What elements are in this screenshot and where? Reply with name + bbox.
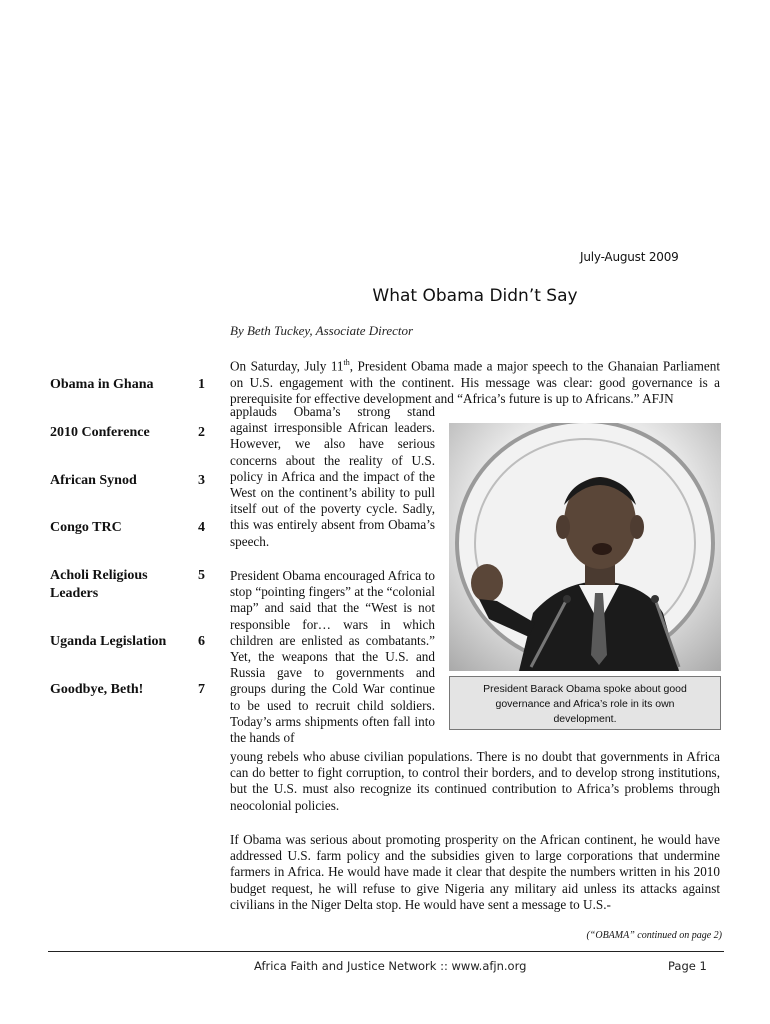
obama-photo-illustration	[449, 423, 721, 671]
toc-item-label: Acholi Religious Leaders	[50, 568, 148, 601]
toc-item-label: 2010 Conference	[50, 425, 150, 440]
toc-item-label: Goodbye, Beth!	[50, 682, 144, 697]
footer-divider	[48, 951, 724, 952]
article-paragraph-intro-continued: applauds Obama’s strong stand against irresponsible African leaders. However, we also have serious concerns about the reality of U.S. policy in Africa and the impact of the West on the continent’s ability to pull itself out of the poverty cycle. Sadly, this was entirely absent from Obama’s speech.	[230, 404, 435, 549]
footer-page-number: Page 1	[668, 959, 707, 973]
toc-item-page: 2	[198, 425, 205, 440]
toc-item-label: Congo TRC	[50, 520, 122, 535]
toc-item-label: Obama in Ghana	[50, 377, 154, 392]
article-paragraph-two-continued: young rebels who abuse civilian populations. There is no doubt that governments in Africa can do better to fight corruption, to control their borders, and to develop strong institutions, but the U.S. must also recognize its continued contribution to Africa’s problems through neocolonial policies.	[230, 749, 720, 813]
article-paragraph-three: If Obama was serious about promoting prosperity on the African continent, he would have addressed U.S. farm policy and the subsidies given to large corporations that undermine farmers in Africa. He would have made it clear that despite the numbers written in his 2010 budget request, he will refuse to give Nigeria any military aid unless its attacks against civilians in the Niger Delta stop. He would have sent a message to U.S.-	[230, 832, 720, 912]
toc-item-page: 1	[198, 377, 205, 392]
toc-item-label: Uganda Legislation	[50, 634, 167, 649]
article-paragraph-two: President Obama encouraged Africa to stop “pointing fingers” at the “colonial map” and said that the “West is not responsible for… wars in which children are enlisted as combatants.” Yet, the weapons that the U.S. and Russia gave to governments and groups during the Cold War continue to be used to recruit child soldiers. Today’s arms shipments often fall into the hands of	[230, 568, 435, 746]
photo-caption: President Barack Obama spoke about good governance and Africa’s role in its own development.	[449, 676, 721, 730]
article-byline: By Beth Tuckey, Associate Director	[230, 323, 414, 338]
article-paragraph-intro: On Saturday, July 11th, President Obama made a major speech to the Ghanaian Parliament on U.S. engagement with the continent. His message was clear: good governance is a prerequisite for effective development and “Africa’s future is up to Africans.” AFJN	[230, 358, 720, 406]
article-title: What Obama Didn’t Say	[372, 286, 578, 306]
footer-organization: Africa Faith and Justice Network :: www.afjn.org	[254, 959, 527, 973]
issue-date: July-August 2009	[580, 250, 679, 264]
toc-item-label: African Synod	[50, 473, 137, 488]
toc-item-page: 3	[198, 473, 205, 488]
continued-note: (“OBAMA” continued on page 2)	[586, 930, 722, 941]
toc-item-page: 6	[198, 634, 205, 649]
toc-item-page: 7	[198, 682, 205, 697]
toc-item-page: 5	[198, 568, 205, 583]
toc-item-page: 4	[198, 520, 205, 535]
obama-photo	[449, 423, 721, 671]
